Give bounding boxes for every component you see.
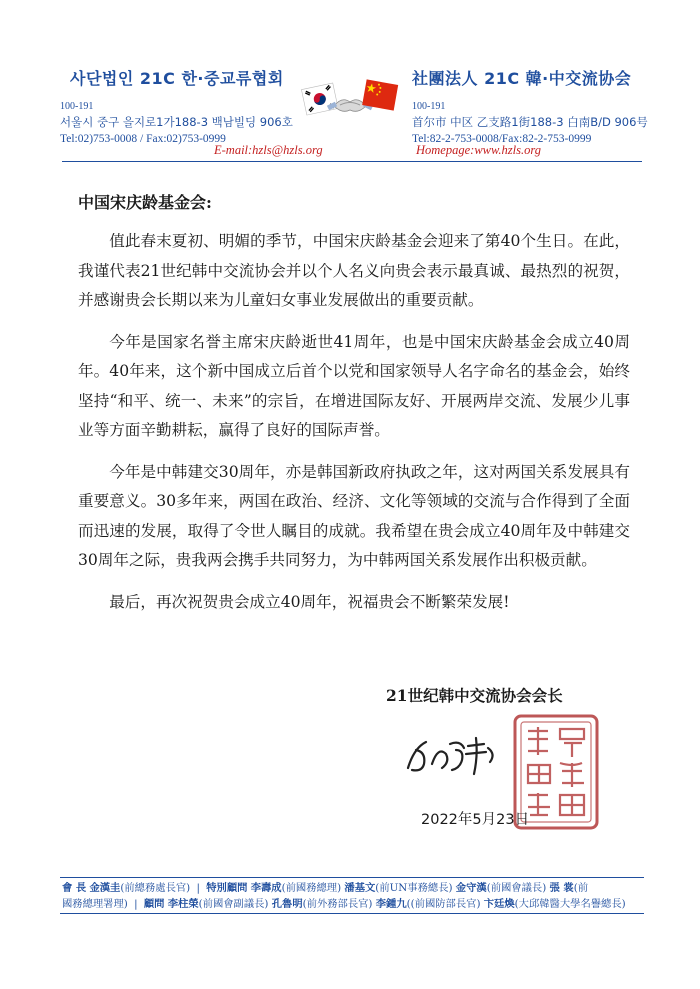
org-name-korean: 사단법인 21C 한·중교류협회 bbox=[70, 69, 284, 88]
tel-fax-chinese: Tel:82-2-753-0008/Fax:82-2-753-0999 bbox=[412, 133, 592, 145]
officer-note: (前UN事務總長) bbox=[375, 882, 453, 894]
letterhead-divider bbox=[62, 161, 642, 162]
officer-note: (前總務處長官) bbox=[120, 882, 191, 894]
address-korean: 서울시 중구 을지로1가188-3 백남빌딩 906호 bbox=[60, 115, 293, 129]
officer-role: 特別顧問 bbox=[206, 882, 248, 894]
separator: | bbox=[196, 882, 200, 894]
letter-date: 2022年5月23日 bbox=[421, 812, 530, 828]
officer-note: (前國會議長) bbox=[486, 882, 547, 894]
officer-note: (前 bbox=[573, 882, 589, 894]
homepage-url: Homepage:www.hzls.org bbox=[416, 143, 541, 157]
postal-code-korean: 100-191 bbox=[60, 101, 94, 112]
postal-code-chinese: 100-191 bbox=[412, 101, 446, 112]
officer-name: 金漢圭 bbox=[89, 882, 121, 894]
letterhead-korean bbox=[60, 66, 293, 145]
paragraph: 今年是国家名誉主席宋庆龄逝世41周年，也是中国宋庆龄基金会成立40周年。40年来，这个新中国成立后首个以党和国家领导人名字命名的基金会，始终坚持“和平、统一、未来”的宗旨，在增进国际友好、开展两岸交流、发展少儿事业等方面辛勤耕耘，赢得了良好的国际声誉。 bbox=[78, 332, 630, 439]
officer-note: 國務總理署理) bbox=[62, 898, 128, 910]
signer-title: 21世纪韩中交流协会会长 bbox=[386, 686, 563, 705]
officer-note: (大邱韓醫大學名譽總長) bbox=[514, 898, 626, 910]
email-address: E-mail:hzls@hzls.org bbox=[214, 143, 323, 157]
officer-note: (前國務總理) bbox=[281, 882, 342, 894]
officer-name: 卞廷煥 bbox=[483, 898, 515, 910]
officer-name: 李柱榮 bbox=[167, 898, 199, 910]
footer-row bbox=[62, 880, 642, 896]
footer-divider bbox=[60, 913, 644, 914]
officer-role: 顧問 bbox=[143, 898, 165, 910]
paragraph: 值此春末夏初、明媚的季节，中国宋庆龄基金会迎来了第40个生日。在此，我谨代表21世纪韩中交流协会并以个人名义向贵会表示最真诚、最热烈的祝贺，并感谢贵会长期以来为儿童妇女事业发展做出的重要贡献。 bbox=[78, 232, 630, 309]
officer-note: ((前國防部長官) bbox=[406, 898, 481, 910]
officer-name: 張 裳 bbox=[549, 882, 574, 894]
officer-note: (前外務部長官) bbox=[302, 898, 373, 910]
officer-name: 李鍾九 bbox=[375, 898, 407, 910]
officer-name: 金守漢 bbox=[455, 882, 487, 894]
org-name-chinese: 社團法人 21C 韓·中交流协会 bbox=[412, 69, 632, 88]
separator: | bbox=[134, 898, 138, 910]
footer-officers bbox=[62, 880, 642, 912]
paragraph: 今年是中韩建交30周年，亦是韩国新政府执政之年，这对两国关系发展具有重要意义。30多年来，两国在政治、经济、文化等领域的交流与合作得到了全面而迅速的发展，取得了令世人瞩目的成就。我希望在贵会成立40周年及中韩建交30周年之际，贵我两会携手共同努力，为中韩两国关系发展作出积极贡献。 bbox=[78, 462, 630, 569]
paragraph: 最后，再次祝贺贵会成立40周年，祝福贵会不断繁荣发展! bbox=[109, 592, 510, 611]
tel-fax-korean: Tel:02)753-0008 / Fax:02)753-0999 bbox=[60, 133, 226, 145]
salutation: 中国宋庆龄基金会: bbox=[78, 193, 212, 212]
letter-body bbox=[78, 227, 630, 617]
address-chinese: 首尔市 中区 乙支路1街188-3 白南B/D 906号 bbox=[412, 115, 648, 129]
officer-name: 李壽成 bbox=[250, 882, 282, 894]
officer-name: 孔魯明 bbox=[271, 898, 303, 910]
korea-flag-icon bbox=[301, 83, 338, 115]
officer-note: (前國會副議長) bbox=[198, 898, 269, 910]
handwritten-signature bbox=[404, 728, 514, 776]
footer-divider bbox=[60, 877, 644, 878]
footer-row bbox=[62, 896, 642, 912]
flags-handshake-emblem bbox=[300, 76, 400, 126]
officer-role: 會 長 bbox=[62, 882, 87, 894]
letterhead-chinese bbox=[412, 66, 648, 145]
officer-name: 潘基文 bbox=[344, 882, 376, 894]
china-flag-icon bbox=[362, 79, 398, 110]
